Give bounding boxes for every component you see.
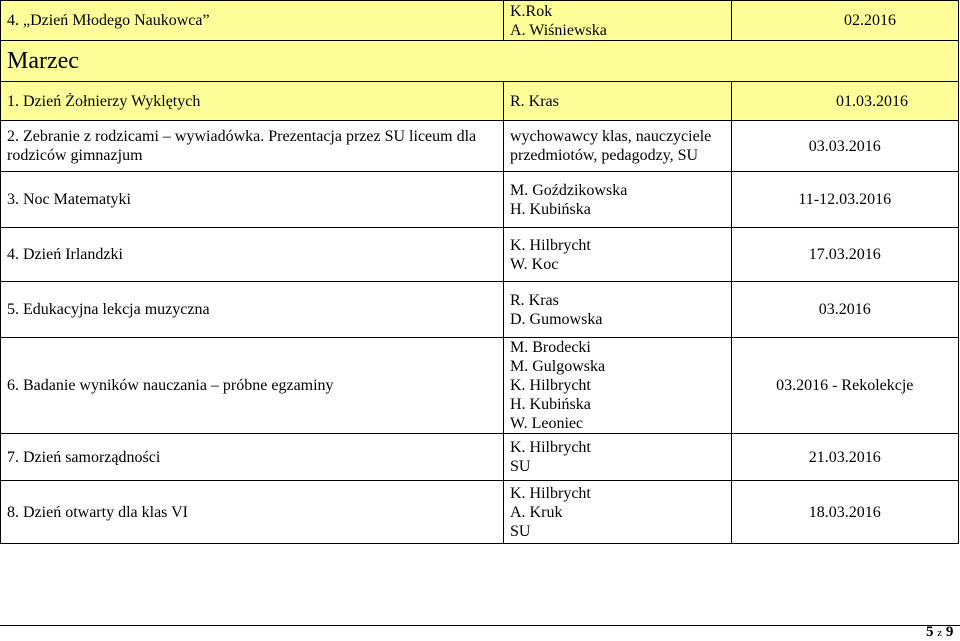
- event-title: 6. Badanie wyników nauczania – próbne egzaminy: [1, 338, 504, 434]
- table-row: [1, 82, 959, 121]
- event-date: 21.03.2016: [731, 434, 959, 481]
- table-row: [1, 1, 959, 41]
- event-date: 01.03.2016: [731, 82, 959, 121]
- event-date: 03.2016: [731, 282, 959, 338]
- person-name: R. Kras: [510, 291, 559, 309]
- person-name: M. Gulgowska: [510, 358, 606, 375]
- person-name: K. Hilbrycht: [510, 439, 591, 456]
- event-date: 18.03.2016: [731, 481, 959, 544]
- person-name: M. Brodecki: [510, 339, 591, 356]
- event-persons: R. Kras: [504, 82, 732, 121]
- person-name: A. Kruk: [510, 503, 563, 521]
- table-row: [1, 228, 959, 282]
- person-name: wychowawcy klas, nauczyciele przedmiotów, pedagodzy, SU: [510, 128, 712, 164]
- person-name: SU: [510, 458, 531, 475]
- month-header-row: [1, 41, 959, 82]
- event-title: 3. Noc Matematyki: [1, 172, 504, 228]
- event-persons: [504, 228, 732, 282]
- event-date: 11-12.03.2016: [731, 172, 959, 228]
- event-title: 8. Dzień otwarty dla klas VI: [1, 481, 504, 544]
- footer-divider: [0, 625, 960, 626]
- table-row: [1, 121, 959, 172]
- person-name: K.Rok: [510, 2, 553, 20]
- person-name: M. Goździkowska: [510, 181, 628, 199]
- event-persons: [504, 338, 732, 434]
- person-name: K. Hilbrycht: [510, 377, 591, 394]
- page-of-label: z: [937, 627, 943, 639]
- person-name: D. Gumowska: [510, 310, 603, 328]
- event-title: 1. Dzień Żołnierzy Wyklętych: [1, 82, 504, 121]
- event-persons: [504, 172, 732, 228]
- event-persons: [504, 121, 732, 172]
- event-title: 7. Dzień samorządności: [1, 434, 504, 481]
- event-title: 2. Zebranie z rodzicami – wywiadówka. Prezentacja przez SU liceum dla rodziców gimnazjum: [1, 121, 504, 172]
- person-name: W. Koc: [510, 255, 559, 273]
- event-persons: [504, 481, 732, 544]
- event-persons: [504, 434, 732, 481]
- event-date: 02.2016: [731, 1, 959, 41]
- person-name: A. Wiśniewska: [510, 21, 607, 39]
- table-row: [1, 434, 959, 481]
- table-row: [1, 172, 959, 228]
- event-title: 4. „Dzień Młodego Naukowca”: [1, 1, 504, 41]
- event-date: 03.03.2016: [731, 121, 959, 172]
- person-name: K. Hilbrycht: [510, 236, 591, 254]
- table-row: [1, 282, 959, 338]
- person-name: W. Leoniec: [510, 415, 584, 432]
- table-row: [1, 481, 959, 544]
- event-date: 17.03.2016: [731, 228, 959, 282]
- page-total: 9: [945, 624, 954, 640]
- event-persons: [504, 282, 732, 338]
- page-current: 5: [926, 624, 934, 640]
- event-title: 4. Dzień Irlandzki: [1, 228, 504, 282]
- event-persons: [504, 1, 732, 41]
- event-title: 5. Edukacyjna lekcja muzyczna: [1, 282, 504, 338]
- person-name: K. Hilbrycht: [510, 484, 591, 502]
- month-heading: Marzec: [1, 41, 959, 82]
- person-name: SU: [510, 522, 531, 540]
- person-name: H. Kubińska: [510, 200, 591, 218]
- person-name: H. Kubińska: [510, 396, 591, 413]
- page-number: [926, 624, 953, 641]
- event-date: 03.2016 - Rekolekcje: [731, 338, 959, 434]
- table-row: [1, 338, 959, 434]
